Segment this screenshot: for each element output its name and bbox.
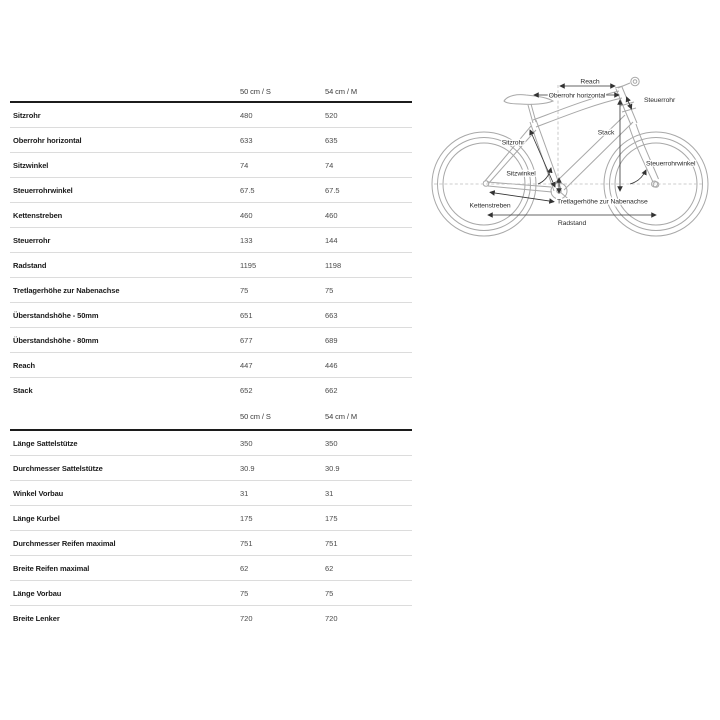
row-label: Reach <box>13 361 36 370</box>
row-value-size-m: 663 <box>325 311 338 320</box>
label-sitzwinkel: Sitzwinkel <box>506 170 536 178</box>
row-label: Sitzrohr <box>13 111 41 120</box>
table-row <box>10 103 412 128</box>
table-row <box>10 431 412 456</box>
table-row <box>10 228 412 253</box>
row-value-size-s: 1195 <box>240 261 257 270</box>
row-value-size-m: 175 <box>325 514 338 523</box>
row-value-size-s: 751 <box>240 539 253 548</box>
label-oberrohr-horizontal: Oberrohr horizontal <box>548 92 606 100</box>
row-value-size-s: 133 <box>240 236 253 245</box>
bike-geometry-diagram <box>420 60 720 250</box>
row-value-size-m: 520 <box>325 111 338 120</box>
row-value-size-s: 350 <box>240 439 253 448</box>
table-row <box>10 203 412 228</box>
row-value-size-s: 720 <box>240 614 253 623</box>
table-row <box>10 253 412 278</box>
row-label: Breite Lenker <box>13 614 60 623</box>
frame-geometry-rows <box>10 103 412 403</box>
row-label: Breite Reifen maximal <box>13 564 90 573</box>
row-label: Länge Kurbel <box>13 514 60 523</box>
table-row <box>10 178 412 203</box>
row-value-size-s: 75 <box>240 286 249 295</box>
row-label: Durchmesser Sattelstütze <box>13 464 103 473</box>
row-label: Kettenstreben <box>13 211 63 220</box>
table-row <box>10 153 412 178</box>
row-value-size-m: 635 <box>325 136 338 145</box>
row-value-size-s: 633 <box>240 136 253 145</box>
label-stack: Stack <box>597 129 615 137</box>
column-header-size-m: 54 cm / M <box>325 411 358 421</box>
row-label: Länge Vorbau <box>13 589 62 598</box>
row-label: Steuerrohrwinkel <box>13 186 73 195</box>
row-value-size-m: 350 <box>325 439 338 448</box>
row-label: Stack <box>13 386 33 395</box>
row-value-size-s: 75 <box>240 589 249 598</box>
table-row <box>10 128 412 153</box>
label-kettenstreben: Kettenstreben <box>469 202 511 210</box>
row-value-size-m: 75 <box>325 286 334 295</box>
row-value-size-m: 144 <box>325 236 338 245</box>
row-value-size-m: 446 <box>325 361 338 370</box>
label-sitzrohr: Sitzrohr <box>501 139 525 147</box>
row-label: Tretlagerhöhe zur Nabenachse <box>13 286 120 295</box>
row-value-size-m: 751 <box>325 539 338 548</box>
table-row <box>10 303 412 328</box>
table-row <box>10 456 412 481</box>
table-row <box>10 531 412 556</box>
row-label: Überstandshöhe - 80mm <box>13 336 99 345</box>
row-label: Oberrohr horizontal <box>13 136 82 145</box>
row-value-size-m: 689 <box>325 336 338 345</box>
column-header-size-s: 50 cm / S <box>240 87 271 96</box>
table-row <box>10 581 412 606</box>
row-label: Winkel Vorbau <box>13 489 64 498</box>
label-steuerrohr: Steuerrohr <box>644 97 676 104</box>
table-row <box>10 353 412 378</box>
table-header-frame-geometry <box>10 82 412 103</box>
row-value-size-m: 1198 <box>325 261 342 270</box>
row-value-size-s: 62 <box>240 564 249 573</box>
steuerrohrwinkel-angle-arc <box>630 170 646 184</box>
row-value-size-s: 460 <box>240 211 253 220</box>
table-row <box>10 481 412 506</box>
component-spec-rows <box>10 431 412 631</box>
row-value-size-s: 31 <box>240 489 249 498</box>
row-label: Radstand <box>13 261 47 270</box>
row-value-size-m: 74 <box>325 161 334 170</box>
row-label: Durchmesser Reifen maximal <box>13 539 116 548</box>
row-value-size-m: 460 <box>325 211 338 220</box>
row-value-size-s: 175 <box>240 514 253 523</box>
row-label: Steuerrohr <box>13 236 51 245</box>
row-label: Länge Sattelstütze <box>13 439 78 448</box>
row-value-size-m: 62 <box>325 564 334 573</box>
row-value-size-m: 67.5 <box>325 186 340 195</box>
table-header-components <box>10 403 412 431</box>
row-value-size-s: 677 <box>240 336 253 345</box>
row-value-size-m: 30.9 <box>325 464 340 473</box>
geometry-table <box>10 82 412 631</box>
row-value-size-s: 30.9 <box>240 464 255 473</box>
table-row <box>10 278 412 303</box>
row-value-size-s: 67.5 <box>240 186 255 195</box>
label-tretlagerhoehe: Tretlagerhöhe zur Nabenachse <box>557 198 648 206</box>
row-value-size-m: 662 <box>325 386 338 395</box>
row-value-size-m: 31 <box>325 489 334 498</box>
table-row <box>10 606 412 631</box>
row-label: Überstandshöhe - 50mm <box>13 311 99 320</box>
row-value-size-s: 480 <box>240 111 253 120</box>
row-value-size-m: 75 <box>325 589 334 598</box>
diagram-labels <box>469 79 696 228</box>
row-value-size-s: 651 <box>240 311 253 320</box>
table-row <box>10 556 412 581</box>
front-wheel <box>604 132 708 236</box>
column-header-size-m: 54 cm / M <box>325 87 358 96</box>
table-row <box>10 378 412 403</box>
row-label: Sitzwinkel <box>13 161 49 170</box>
row-value-size-s: 652 <box>240 386 253 395</box>
row-value-size-m: 720 <box>325 614 338 623</box>
label-radstand: Radstand <box>557 220 587 227</box>
row-value-size-s: 447 <box>240 361 253 370</box>
table-row <box>10 328 412 353</box>
label-steuerrohrwinkel: Steuerrohrwinkel <box>646 160 696 168</box>
row-value-size-s: 74 <box>240 161 249 170</box>
table-row <box>10 506 412 531</box>
label-reach: Reach <box>580 78 600 86</box>
column-header-size-s: 50 cm / S <box>240 411 271 421</box>
